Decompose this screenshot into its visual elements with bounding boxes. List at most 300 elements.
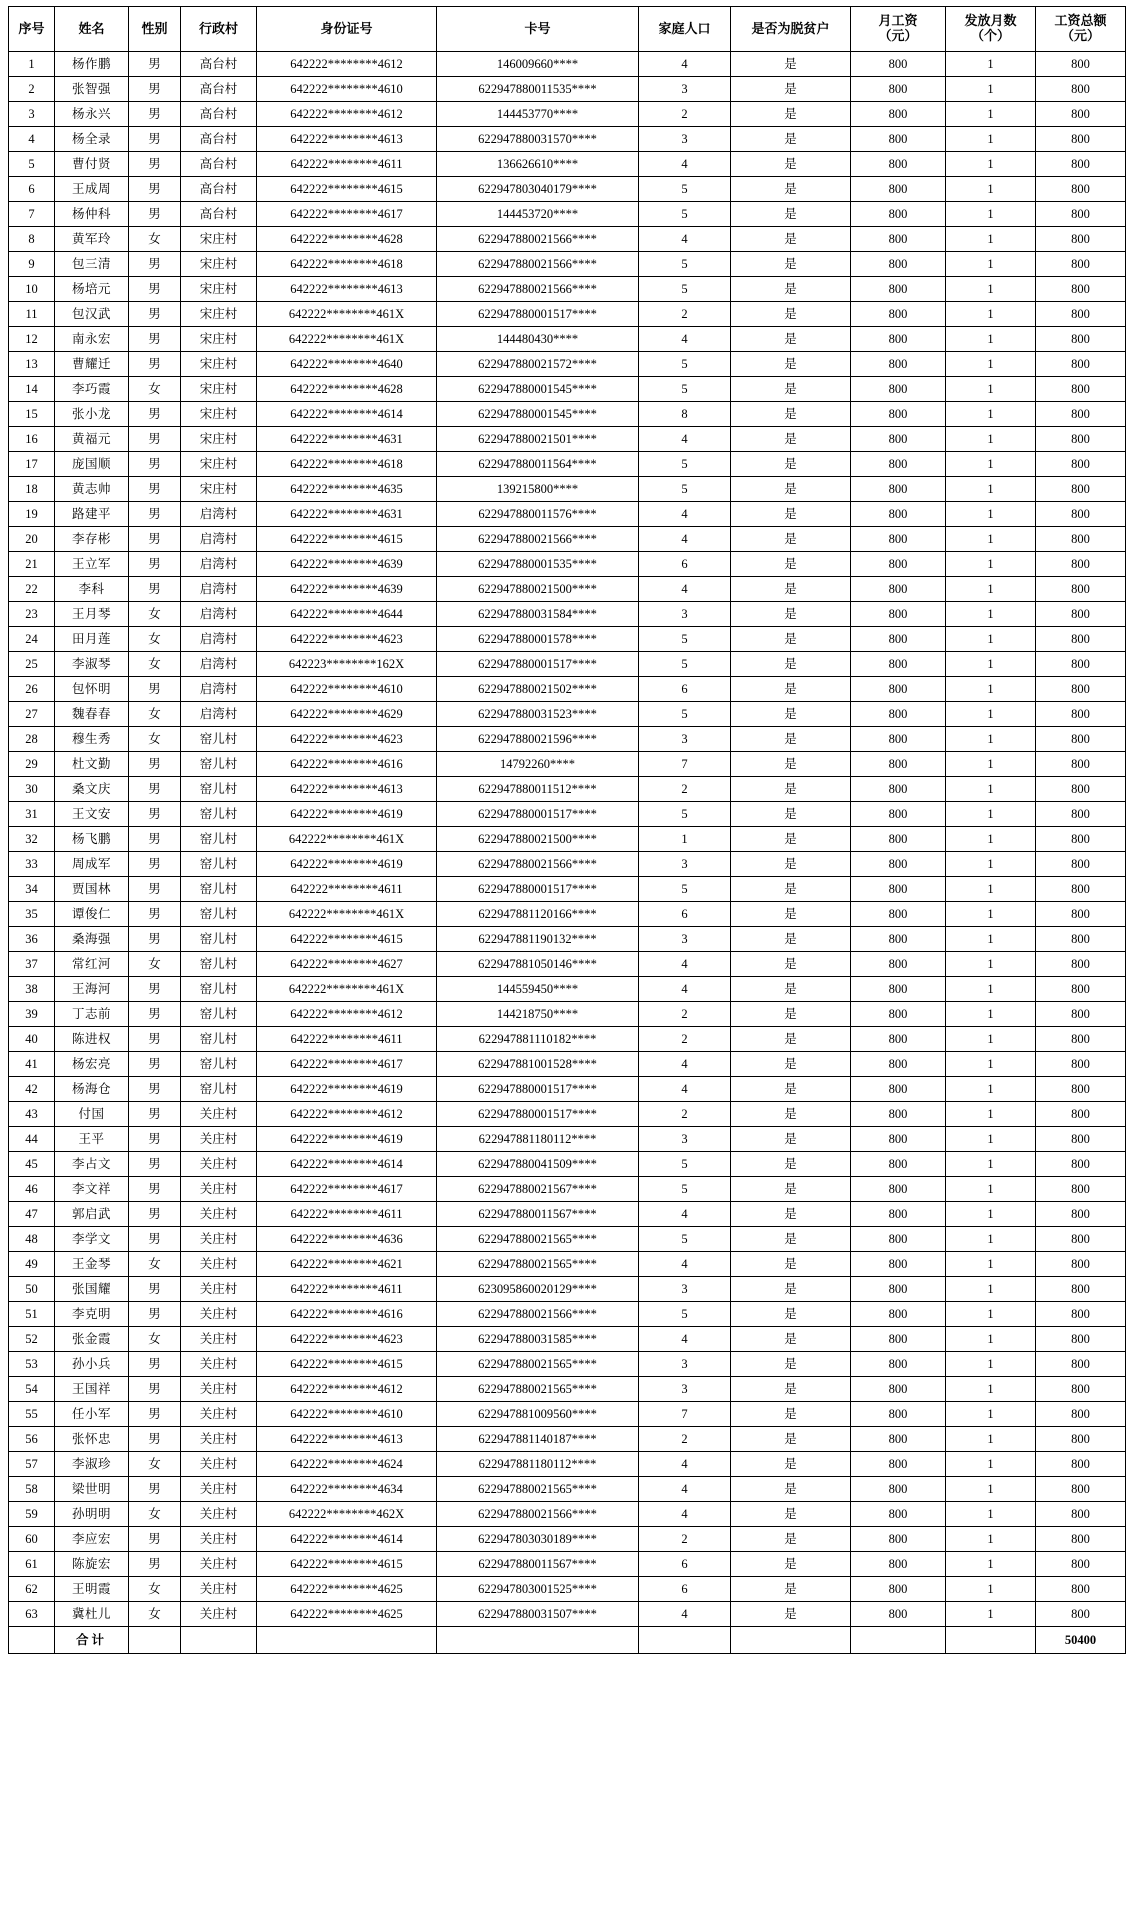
cell-village: 关庄村 xyxy=(181,1502,257,1527)
cell-sex: 男 xyxy=(129,1002,181,1027)
cell-poverty-status: 是 xyxy=(731,277,851,302)
cell-total-wage: 800 xyxy=(1036,1577,1126,1602)
cell-poverty-status: 是 xyxy=(731,1577,851,1602)
cell-village: 窑儿村 xyxy=(181,727,257,752)
cell-monthly-wage: 800 xyxy=(851,1577,946,1602)
cell-poverty-status: 是 xyxy=(731,952,851,977)
cell-months-paid: 1 xyxy=(946,502,1036,527)
cell-name: 贾国林 xyxy=(55,877,129,902)
cell-id-number: 642222********4613 xyxy=(257,1427,437,1452)
cell-card-number: 622947881120166**** xyxy=(437,902,639,927)
cell-monthly-wage: 800 xyxy=(851,1427,946,1452)
cell-months-paid: 1 xyxy=(946,1252,1036,1277)
cell-family-size: 4 xyxy=(639,427,731,452)
cell-total-wage: 800 xyxy=(1036,1227,1126,1252)
cell-monthly-wage: 800 xyxy=(851,327,946,352)
cell-sex: 男 xyxy=(129,327,181,352)
cell-card-number: 622947880011535**** xyxy=(437,77,639,102)
cell-total-wage: 800 xyxy=(1036,1502,1126,1527)
cell-card-number: 622947880021572**** xyxy=(437,352,639,377)
cell-village: 窑儿村 xyxy=(181,802,257,827)
cell-index: 28 xyxy=(9,727,55,752)
table-row xyxy=(9,1402,1126,1427)
column-header-months-paid-line1: 发放月数 xyxy=(964,13,1017,29)
cell-village: 启湾村 xyxy=(181,602,257,627)
cell-total-wage: 800 xyxy=(1036,1402,1126,1427)
cell-months-paid: 1 xyxy=(946,227,1036,252)
cell-id-number: 642222********4614 xyxy=(257,1527,437,1552)
cell-village: 高台村 xyxy=(181,102,257,127)
cell-monthly-wage: 800 xyxy=(851,702,946,727)
cell-total-wage: 800 xyxy=(1036,1602,1126,1627)
cell-index: 47 xyxy=(9,1202,55,1227)
table-row xyxy=(9,1427,1126,1452)
cell-months-paid: 1 xyxy=(946,377,1036,402)
cell-total-wage: 800 xyxy=(1036,227,1126,252)
cell-family-size: 7 xyxy=(639,1402,731,1427)
column-header-months-paid xyxy=(946,7,1036,52)
cell-months-paid: 1 xyxy=(946,252,1036,277)
table-row xyxy=(9,152,1126,177)
cell-village: 关庄村 xyxy=(181,1252,257,1277)
table-row xyxy=(9,1127,1126,1152)
cell-total-wage: 800 xyxy=(1036,802,1126,827)
cell-family-size: 4 xyxy=(639,577,731,602)
cell-index: 27 xyxy=(9,702,55,727)
cell-index: 22 xyxy=(9,577,55,602)
cell-family-size: 4 xyxy=(639,52,731,77)
cell-name: 穆生秀 xyxy=(55,727,129,752)
cell-sex: 男 xyxy=(129,1402,181,1427)
column-header-card-number xyxy=(437,7,639,52)
cell-id-number: 642222********4611 xyxy=(257,1027,437,1052)
cell-poverty-status: 是 xyxy=(731,552,851,577)
cell-sex: 男 xyxy=(129,1177,181,1202)
cell-total-wage: 800 xyxy=(1036,277,1126,302)
cell-sex: 男 xyxy=(129,1477,181,1502)
cell-name: 桑文庆 xyxy=(55,777,129,802)
cell-monthly-wage: 800 xyxy=(851,277,946,302)
cell-card-number: 622947880021565**** xyxy=(437,1377,639,1402)
cell-index: 58 xyxy=(9,1477,55,1502)
cell-sex: 男 xyxy=(129,1077,181,1102)
cell-months-paid: 1 xyxy=(946,852,1036,877)
cell-monthly-wage: 800 xyxy=(851,1202,946,1227)
total-row-blank-wage xyxy=(851,1627,946,1654)
cell-id-number: 642222********4619 xyxy=(257,1077,437,1102)
cell-months-paid: 1 xyxy=(946,452,1036,477)
cell-family-size: 6 xyxy=(639,552,731,577)
cell-card-number: 622947880001517**** xyxy=(437,877,639,902)
cell-poverty-status: 是 xyxy=(731,977,851,1002)
cell-poverty-status: 是 xyxy=(731,1077,851,1102)
cell-total-wage: 800 xyxy=(1036,1077,1126,1102)
cell-monthly-wage: 800 xyxy=(851,427,946,452)
table-row xyxy=(9,202,1126,227)
cell-index: 41 xyxy=(9,1052,55,1077)
table-row xyxy=(9,452,1126,477)
cell-card-number: 622947803001525**** xyxy=(437,1577,639,1602)
cell-name: 杨飞鹏 xyxy=(55,827,129,852)
cell-id-number: 642222********4619 xyxy=(257,852,437,877)
column-header-card-number-line1: 卡号 xyxy=(524,20,551,36)
column-header-monthly-wage-line1: 月工资 xyxy=(878,13,918,29)
cell-total-wage: 800 xyxy=(1036,1552,1126,1577)
cell-sex: 男 xyxy=(129,827,181,852)
cell-sex: 女 xyxy=(129,227,181,252)
cell-name: 冀杜儿 xyxy=(55,1602,129,1627)
cell-total-wage: 800 xyxy=(1036,677,1126,702)
cell-family-size: 3 xyxy=(639,77,731,102)
cell-name: 黄军玲 xyxy=(55,227,129,252)
cell-index: 33 xyxy=(9,852,55,877)
cell-months-paid: 1 xyxy=(946,652,1036,677)
table-row xyxy=(9,1077,1126,1102)
cell-id-number: 642222********4611 xyxy=(257,877,437,902)
cell-monthly-wage: 800 xyxy=(851,1277,946,1302)
payroll-table-body xyxy=(9,52,1126,1627)
cell-total-wage: 800 xyxy=(1036,1252,1126,1277)
cell-family-size: 5 xyxy=(639,627,731,652)
cell-total-wage: 800 xyxy=(1036,777,1126,802)
cell-sex: 男 xyxy=(129,102,181,127)
cell-sex: 女 xyxy=(129,1602,181,1627)
cell-months-paid: 1 xyxy=(946,702,1036,727)
column-header-name-line1: 姓名 xyxy=(78,20,105,36)
cell-family-size: 5 xyxy=(639,702,731,727)
cell-card-number: 622947880011576**** xyxy=(437,502,639,527)
cell-family-size: 4 xyxy=(639,1052,731,1077)
cell-sex: 男 xyxy=(129,252,181,277)
cell-id-number: 642222********4612 xyxy=(257,1002,437,1027)
cell-family-size: 5 xyxy=(639,352,731,377)
cell-id-number: 642222********4615 xyxy=(257,1352,437,1377)
cell-total-wage: 800 xyxy=(1036,177,1126,202)
cell-index: 21 xyxy=(9,552,55,577)
column-header-id-number xyxy=(257,7,437,52)
cell-index: 14 xyxy=(9,377,55,402)
cell-sex: 男 xyxy=(129,802,181,827)
cell-months-paid: 1 xyxy=(946,927,1036,952)
cell-months-paid: 1 xyxy=(946,1202,1036,1227)
cell-id-number: 642222********461X xyxy=(257,827,437,852)
cell-id-number: 642222********4635 xyxy=(257,477,437,502)
cell-total-wage: 800 xyxy=(1036,752,1126,777)
cell-poverty-status: 是 xyxy=(731,1002,851,1027)
cell-sex: 男 xyxy=(129,177,181,202)
cell-card-number: 622947881190132**** xyxy=(437,927,639,952)
cell-monthly-wage: 800 xyxy=(851,752,946,777)
cell-total-wage: 800 xyxy=(1036,327,1126,352)
cell-months-paid: 1 xyxy=(946,527,1036,552)
cell-name: 包怀明 xyxy=(55,677,129,702)
cell-village: 宋庄村 xyxy=(181,302,257,327)
cell-sex: 男 xyxy=(129,577,181,602)
cell-sex: 男 xyxy=(129,352,181,377)
cell-monthly-wage: 800 xyxy=(851,577,946,602)
table-row xyxy=(9,602,1126,627)
cell-name: 包汉武 xyxy=(55,302,129,327)
table-row xyxy=(9,627,1126,652)
cell-village: 关庄村 xyxy=(181,1602,257,1627)
cell-family-size: 5 xyxy=(639,277,731,302)
column-header-sex xyxy=(129,7,181,52)
cell-monthly-wage: 800 xyxy=(851,902,946,927)
cell-sex: 女 xyxy=(129,727,181,752)
cell-family-size: 3 xyxy=(639,602,731,627)
cell-poverty-status: 是 xyxy=(731,627,851,652)
cell-id-number: 642222********4612 xyxy=(257,1102,437,1127)
cell-months-paid: 1 xyxy=(946,177,1036,202)
cell-name: 李应宏 xyxy=(55,1527,129,1552)
cell-total-wage: 800 xyxy=(1036,952,1126,977)
cell-sex: 男 xyxy=(129,752,181,777)
table-row xyxy=(9,1502,1126,1527)
cell-months-paid: 1 xyxy=(946,1427,1036,1452)
cell-sex: 男 xyxy=(129,1352,181,1377)
cell-poverty-status: 是 xyxy=(731,1427,851,1452)
cell-name: 张金霞 xyxy=(55,1327,129,1352)
cell-months-paid: 1 xyxy=(946,677,1036,702)
cell-monthly-wage: 800 xyxy=(851,1027,946,1052)
cell-monthly-wage: 800 xyxy=(851,52,946,77)
table-row xyxy=(9,502,1126,527)
cell-card-number: 622947881180112**** xyxy=(437,1452,639,1477)
cell-months-paid: 1 xyxy=(946,1477,1036,1502)
cell-id-number: 642222********4610 xyxy=(257,677,437,702)
cell-index: 31 xyxy=(9,802,55,827)
cell-months-paid: 1 xyxy=(946,102,1036,127)
column-header-poverty-status-line1: 是否为脱贫户 xyxy=(751,20,830,36)
cell-id-number: 642222********4623 xyxy=(257,1327,437,1352)
cell-card-number: 622947880021565**** xyxy=(437,1252,639,1277)
table-row xyxy=(9,1152,1126,1177)
cell-monthly-wage: 800 xyxy=(851,952,946,977)
cell-village: 宋庄村 xyxy=(181,452,257,477)
cell-sex: 男 xyxy=(129,1102,181,1127)
cell-total-wage: 800 xyxy=(1036,1452,1126,1477)
cell-family-size: 3 xyxy=(639,1352,731,1377)
cell-card-number: 622947880021565**** xyxy=(437,1227,639,1252)
cell-index: 55 xyxy=(9,1402,55,1427)
cell-poverty-status: 是 xyxy=(731,1227,851,1252)
cell-monthly-wage: 800 xyxy=(851,652,946,677)
cell-monthly-wage: 800 xyxy=(851,377,946,402)
cell-id-number: 642222********461X xyxy=(257,302,437,327)
cell-index: 16 xyxy=(9,427,55,452)
cell-family-size: 6 xyxy=(639,677,731,702)
cell-name: 陈进权 xyxy=(55,1027,129,1052)
cell-poverty-status: 是 xyxy=(731,1402,851,1427)
cell-id-number: 642222********4615 xyxy=(257,177,437,202)
cell-village: 关庄村 xyxy=(181,1177,257,1202)
cell-index: 39 xyxy=(9,1002,55,1027)
cell-sex: 女 xyxy=(129,1502,181,1527)
cell-id-number: 642222********4612 xyxy=(257,102,437,127)
cell-card-number: 622947880011567**** xyxy=(437,1202,639,1227)
cell-name: 孙小兵 xyxy=(55,1352,129,1377)
cell-village: 关庄村 xyxy=(181,1127,257,1152)
cell-id-number: 642222********4628 xyxy=(257,227,437,252)
cell-poverty-status: 是 xyxy=(731,1052,851,1077)
cell-name: 李学文 xyxy=(55,1227,129,1252)
cell-index: 6 xyxy=(9,177,55,202)
cell-sex: 男 xyxy=(129,527,181,552)
cell-family-size: 5 xyxy=(639,1302,731,1327)
cell-name: 王金琴 xyxy=(55,1252,129,1277)
cell-village: 启湾村 xyxy=(181,577,257,602)
column-header-monthly-wage-line2: （元） xyxy=(878,28,918,43)
cell-poverty-status: 是 xyxy=(731,727,851,752)
cell-village: 关庄村 xyxy=(181,1102,257,1127)
cell-card-number: 622947880031584**** xyxy=(437,602,639,627)
cell-poverty-status: 是 xyxy=(731,1127,851,1152)
cell-sex: 男 xyxy=(129,927,181,952)
cell-months-paid: 1 xyxy=(946,1077,1036,1102)
cell-index: 49 xyxy=(9,1252,55,1277)
cell-index: 43 xyxy=(9,1102,55,1127)
cell-village: 宋庄村 xyxy=(181,327,257,352)
total-row-blank-card xyxy=(437,1627,639,1654)
cell-id-number: 642222********4611 xyxy=(257,152,437,177)
cell-months-paid: 1 xyxy=(946,1302,1036,1327)
cell-monthly-wage: 800 xyxy=(851,552,946,577)
cell-card-number: 144218750**** xyxy=(437,1002,639,1027)
cell-sex: 男 xyxy=(129,1377,181,1402)
cell-id-number: 642222********4612 xyxy=(257,1377,437,1402)
cell-card-number: 146009660**** xyxy=(437,52,639,77)
cell-months-paid: 1 xyxy=(946,777,1036,802)
cell-id-number: 642222********4628 xyxy=(257,377,437,402)
cell-id-number: 642222********4625 xyxy=(257,1577,437,1602)
table-row xyxy=(9,327,1126,352)
column-header-monthly-wage xyxy=(851,7,946,52)
cell-poverty-status: 是 xyxy=(731,227,851,252)
cell-sex: 男 xyxy=(129,1227,181,1252)
table-row xyxy=(9,1577,1126,1602)
cell-village: 宋庄村 xyxy=(181,427,257,452)
cell-total-wage: 800 xyxy=(1036,852,1126,877)
cell-sex: 男 xyxy=(129,902,181,927)
cell-monthly-wage: 800 xyxy=(851,152,946,177)
cell-village: 关庄村 xyxy=(181,1352,257,1377)
cell-name: 李克明 xyxy=(55,1302,129,1327)
cell-family-size: 5 xyxy=(639,652,731,677)
cell-name: 张智强 xyxy=(55,77,129,102)
cell-index: 30 xyxy=(9,777,55,802)
cell-name: 王海河 xyxy=(55,977,129,1002)
cell-poverty-status: 是 xyxy=(731,1027,851,1052)
cell-village: 窑儿村 xyxy=(181,1002,257,1027)
cell-village: 关庄村 xyxy=(181,1227,257,1252)
cell-family-size: 2 xyxy=(639,1102,731,1127)
table-row xyxy=(9,1527,1126,1552)
cell-monthly-wage: 800 xyxy=(851,352,946,377)
cell-family-size: 4 xyxy=(639,1252,731,1277)
cell-village: 启湾村 xyxy=(181,527,257,552)
cell-family-size: 4 xyxy=(639,1077,731,1102)
column-header-index xyxy=(9,7,55,52)
cell-name: 李淑珍 xyxy=(55,1452,129,1477)
cell-id-number: 642222********4617 xyxy=(257,1177,437,1202)
cell-monthly-wage: 800 xyxy=(851,1102,946,1127)
cell-poverty-status: 是 xyxy=(731,502,851,527)
cell-index: 23 xyxy=(9,602,55,627)
cell-months-paid: 1 xyxy=(946,1002,1036,1027)
cell-village: 高台村 xyxy=(181,52,257,77)
cell-name: 付国 xyxy=(55,1102,129,1127)
cell-id-number: 642222********4644 xyxy=(257,602,437,627)
cell-index: 5 xyxy=(9,152,55,177)
cell-name: 常红河 xyxy=(55,952,129,977)
total-row-total-amount: 50400 xyxy=(1036,1627,1126,1654)
cell-sex: 男 xyxy=(129,402,181,427)
cell-index: 37 xyxy=(9,952,55,977)
table-row xyxy=(9,977,1126,1002)
cell-poverty-status: 是 xyxy=(731,877,851,902)
cell-card-number: 622947880001578**** xyxy=(437,627,639,652)
cell-monthly-wage: 800 xyxy=(851,1177,946,1202)
cell-index: 53 xyxy=(9,1352,55,1377)
cell-id-number: 642222********4634 xyxy=(257,1477,437,1502)
cell-family-size: 4 xyxy=(639,977,731,1002)
cell-monthly-wage: 800 xyxy=(851,777,946,802)
cell-sex: 男 xyxy=(129,1152,181,1177)
cell-id-number: 642222********461X xyxy=(257,327,437,352)
cell-months-paid: 1 xyxy=(946,1452,1036,1477)
cell-poverty-status: 是 xyxy=(731,1327,851,1352)
table-row xyxy=(9,702,1126,727)
cell-village: 窑儿村 xyxy=(181,752,257,777)
cell-family-size: 6 xyxy=(639,1577,731,1602)
cell-total-wage: 800 xyxy=(1036,902,1126,927)
column-header-family-size-line1: 家庭人口 xyxy=(658,20,711,36)
cell-name: 李占文 xyxy=(55,1152,129,1177)
cell-sex: 男 xyxy=(129,1202,181,1227)
cell-total-wage: 800 xyxy=(1036,1152,1126,1177)
cell-monthly-wage: 800 xyxy=(851,1052,946,1077)
cell-card-number: 623095860020129**** xyxy=(437,1277,639,1302)
cell-name: 杨宏亮 xyxy=(55,1052,129,1077)
cell-village: 宋庄村 xyxy=(181,477,257,502)
table-row xyxy=(9,127,1126,152)
cell-id-number: 642222********4629 xyxy=(257,702,437,727)
cell-monthly-wage: 800 xyxy=(851,1302,946,1327)
table-row xyxy=(9,402,1126,427)
cell-months-paid: 1 xyxy=(946,277,1036,302)
cell-village: 宋庄村 xyxy=(181,377,257,402)
cell-months-paid: 1 xyxy=(946,1277,1036,1302)
cell-family-size: 3 xyxy=(639,127,731,152)
cell-poverty-status: 是 xyxy=(731,1452,851,1477)
cell-village: 窑儿村 xyxy=(181,1077,257,1102)
cell-months-paid: 1 xyxy=(946,1102,1036,1127)
total-row-label: 合计 xyxy=(55,1627,129,1654)
cell-monthly-wage: 800 xyxy=(851,1477,946,1502)
cell-index: 9 xyxy=(9,252,55,277)
cell-sex: 男 xyxy=(129,202,181,227)
cell-sex: 男 xyxy=(129,502,181,527)
column-header-index-line1: 序号 xyxy=(18,20,45,36)
table-row xyxy=(9,52,1126,77)
cell-id-number: 642222********4610 xyxy=(257,1402,437,1427)
cell-family-size: 4 xyxy=(639,502,731,527)
cell-family-size: 4 xyxy=(639,152,731,177)
cell-poverty-status: 是 xyxy=(731,927,851,952)
cell-sex: 女 xyxy=(129,377,181,402)
cell-village: 高台村 xyxy=(181,202,257,227)
cell-index: 63 xyxy=(9,1602,55,1627)
